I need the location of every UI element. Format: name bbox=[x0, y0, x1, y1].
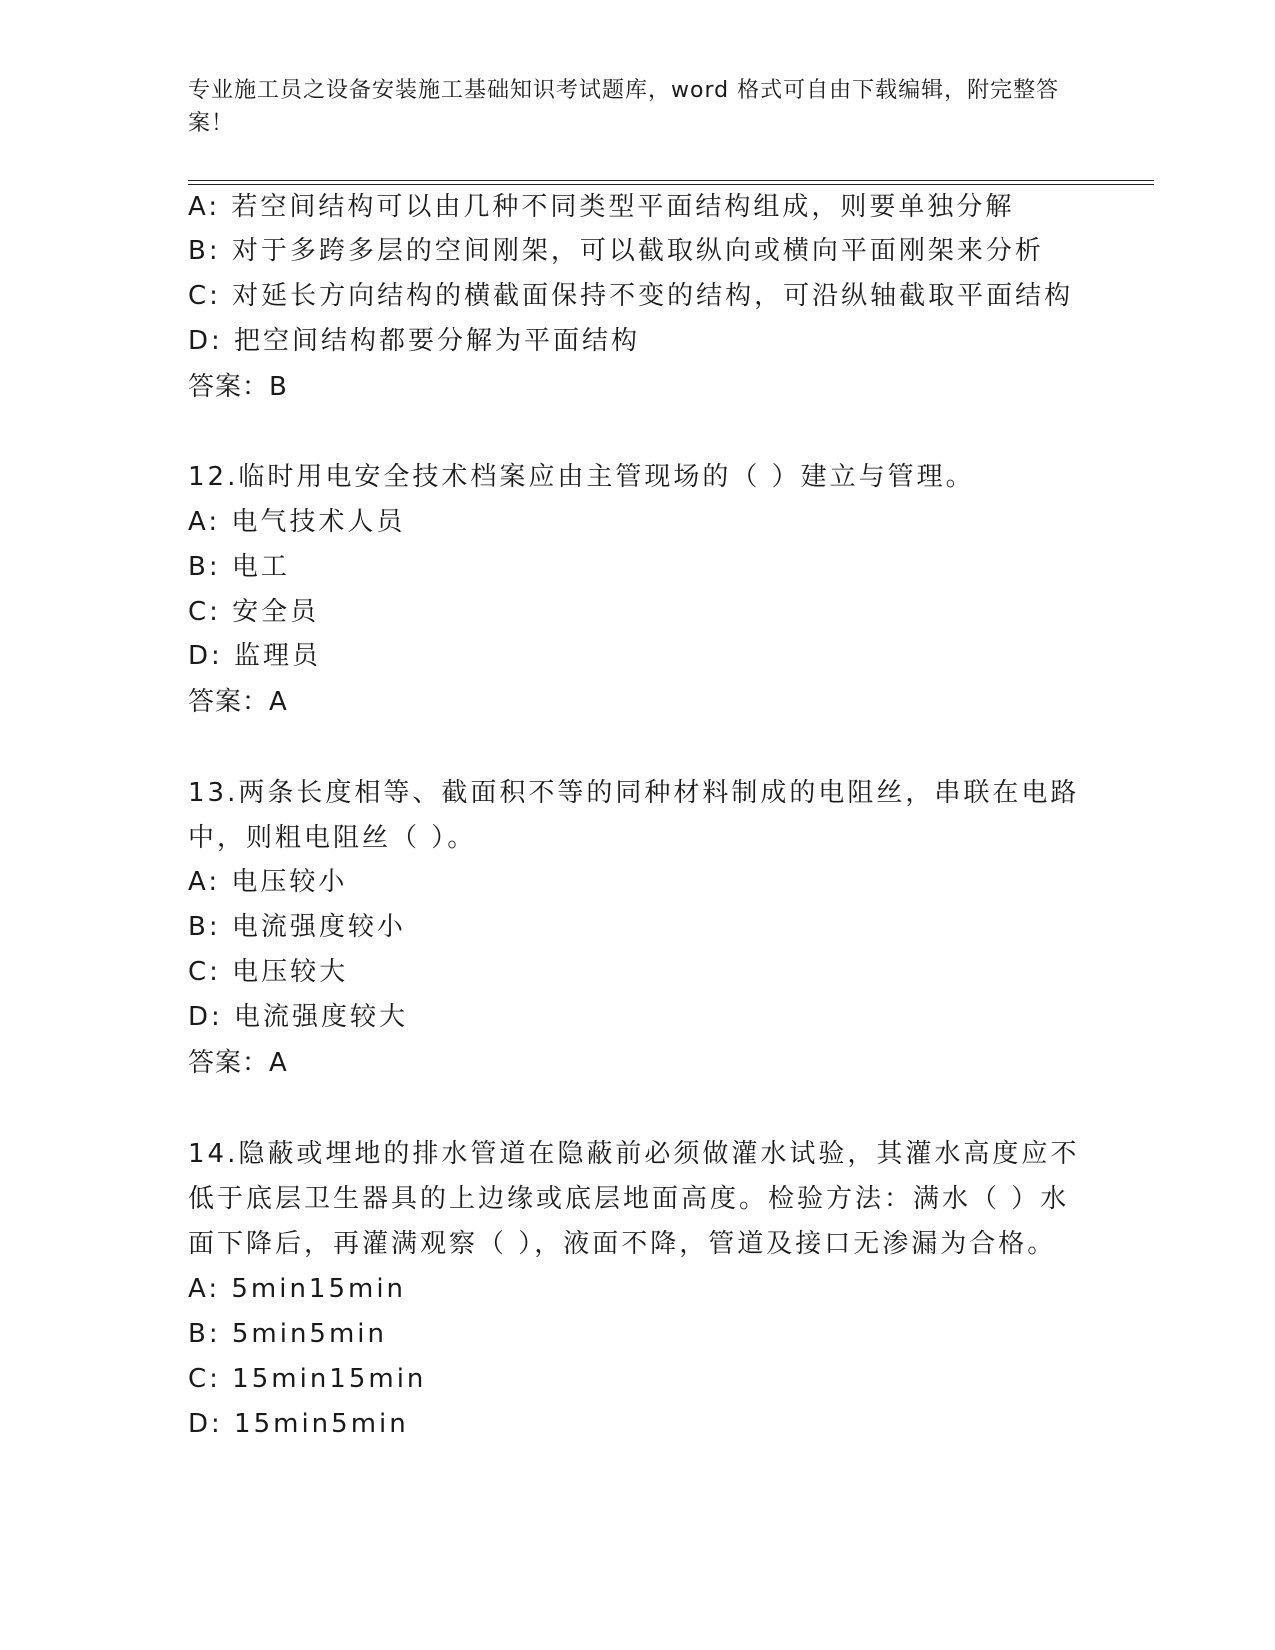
q11-option-a: A: 若空间结构可以由几种不同类型平面结构组成，则要单独分解 bbox=[188, 192, 1015, 222]
q11-option-c: C: 对延长方向结构的横截面保持不变的结构，可沿纵轴截取平面结构 bbox=[188, 281, 1074, 311]
q14-option-d: D: 15min5min bbox=[188, 1409, 409, 1439]
q12-stem: 12.临时用电安全技术档案应由主管现场的（ ）建立与管理。 bbox=[188, 462, 975, 492]
q11-option-d: D: 把空间结构都要分解为平面结构 bbox=[188, 326, 641, 356]
q13-stem-line-1: 13.两条长度相等、截面积不等的同种材料制成的电阻丝，串联在电路 bbox=[188, 778, 1080, 808]
q11-option-b: B: 对于多跨多层的空间刚架，可以截取纵向或横向平面刚架来分析 bbox=[188, 236, 1044, 266]
q14-option-c: C: 15min15min bbox=[188, 1364, 427, 1394]
q12-option-c: C: 安全员 bbox=[188, 597, 320, 627]
q12-option-b: B: 电工 bbox=[188, 552, 290, 582]
q14-stem-line-2: 低于底层卫生器具的上边缘或底层地面高度。检验方法：满水（ ）水 bbox=[188, 1184, 1070, 1214]
q14-stem-line-1: 14.隐蔽或埋地的排水管道在隐蔽前必须做灌水试验，其灌水高度应不 bbox=[188, 1139, 1080, 1169]
header-divider-bottom bbox=[188, 184, 1154, 185]
q12-answer: 答案：A bbox=[188, 687, 288, 717]
q13-stem-line-2: 中，则粗电阻丝（ ）。 bbox=[188, 823, 477, 853]
q14-stem-line-3: 面下降后，再灌满观察（ ），液面不降，管道及接口无渗漏为合格。 bbox=[188, 1229, 1057, 1259]
q13-option-a: A: 电压较小 bbox=[188, 867, 348, 897]
q12-option-d: D: 监理员 bbox=[188, 641, 322, 671]
document-header: 专业施工员之设备安装施工基础知识考试题库，word 格式可自由下载编辑，附完整答案！ bbox=[188, 78, 1060, 136]
q13-option-c: C: 电压较大 bbox=[188, 957, 349, 987]
q13-option-d: D: 电流强度较大 bbox=[188, 1002, 409, 1032]
q12-option-a: A: 电气技术人员 bbox=[188, 507, 406, 537]
q14-option-a: A: 5min15min bbox=[188, 1274, 407, 1304]
header-divider-top bbox=[188, 180, 1154, 181]
q11-answer: 答案：B bbox=[188, 372, 288, 402]
q13-answer: 答案：A bbox=[188, 1048, 288, 1078]
q13-option-b: B: 电流强度较小 bbox=[188, 912, 406, 942]
q14-option-b: B: 5min5min bbox=[188, 1319, 388, 1349]
